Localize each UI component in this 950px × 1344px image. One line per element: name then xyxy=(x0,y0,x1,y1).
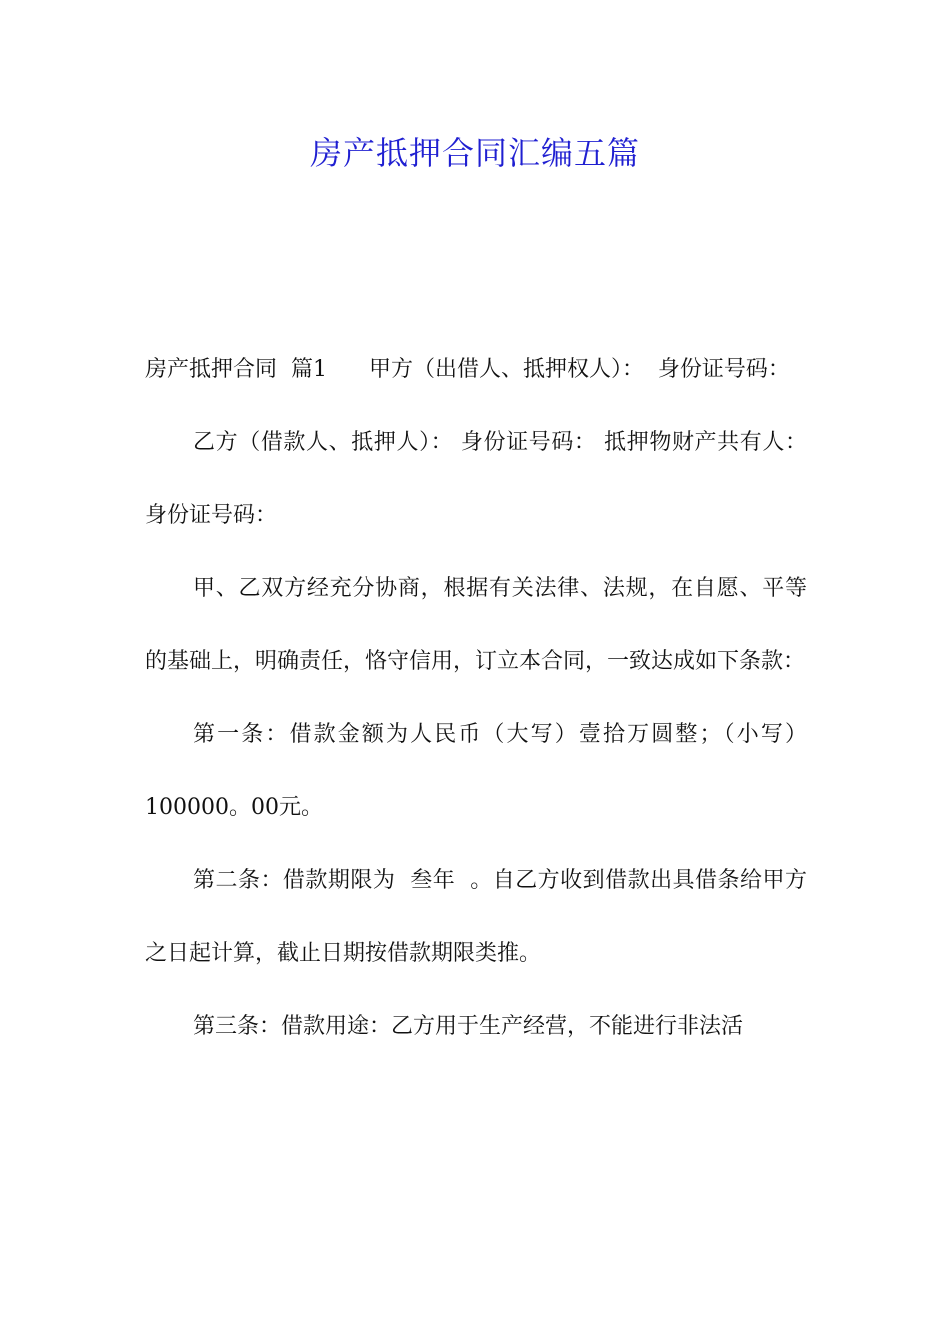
document-title: 房产抵押合同汇编五篇 xyxy=(309,134,640,172)
paragraph-article-1: 第一条：借款金额为人民币（大写）壹拾万圆整；（小写）100000。00元。 xyxy=(145,722,807,820)
paragraph-article-3: 第三条：借款用途：乙方用于生产经营，不能进行非法活 xyxy=(193,1014,744,1039)
document-body xyxy=(145,333,807,1063)
paragraph-party-b: 乙方（借款人、抵押人）： 身份证号码： 抵押物财产共有人： 身份证号码： xyxy=(145,430,807,528)
paragraph-article-2: 第二条：借款期限为 叁年 。自乙方收到借款出具借条给甲方之日起计算，截止日期按借款期限类推。 xyxy=(145,868,807,966)
paragraph-header: 房产抵押合同 篇1 甲方（出借人、抵押权人）： 身份证号码： xyxy=(145,357,790,382)
paragraph-preamble: 甲、乙双方经充分协商，根据有关法律、法规，在自愿、平等的基础上，明确责任，恪守信用，订立本合同，一致达成如下条款： xyxy=(145,576,807,674)
